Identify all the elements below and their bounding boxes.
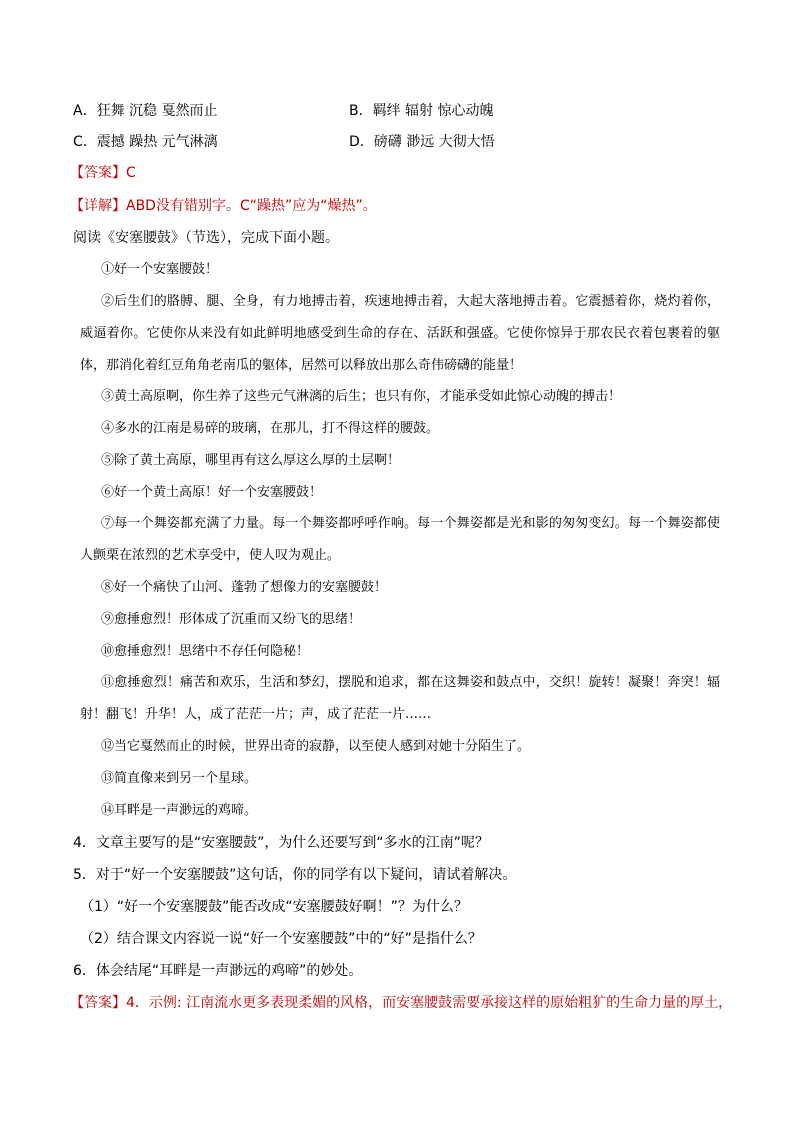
options-row-1 [73,101,753,121]
answer-2-label: 【答案】 [70,995,126,1011]
passage-p12: ⑫当它戛然而止的时候，世界出奇的寂静，以至使人感到对她十分陌生了。 [101,739,531,754]
answer-label: 【答案】 [70,165,126,181]
question-6: 6．体会结尾“耳畔是一声渺远的鸡啼”的妙处。 [73,963,363,979]
passage-p10: ⑩愈捶愈烈！思绪中不存任何隐秘！ [101,644,310,659]
passage-p5: ⑤除了黄土高原，哪里再有这么厚这么厚的土层啊！ [101,453,401,468]
answer-1 [70,163,136,183]
passage-p13: ⑬简直像来到另一个星球。 [101,771,258,786]
passage-p4: ④多水的江南是易碎的玻璃，在那儿，打不得这样的腰鼓。 [101,421,440,436]
passage-p1: ①好一个安塞腰鼓！ [101,262,219,277]
passage-p3: ③黄土高原啊，你生养了这些元气淋漓的后生；也只有你，才能承受如此惊心动魄的搏击！ [101,389,622,404]
explanation-label: 【详解】 [70,198,126,214]
passage-p11: ⑪愈捶愈烈！痛苦和欢乐，生活和梦幻，摆脱和追求，都在这舞姿和鼓点中，交织！旋转！凝聚！奔突！辐射！翻飞！升华！人，成了茫茫一片；声，成了茫茫一片…… [80,675,720,722]
option-a: A．狂舞 沉稳 戛然而止 [73,103,218,119]
explanation-1 [70,196,377,216]
answer-value: C [126,165,136,181]
passage-p9: ⑨愈捶愈烈！形体成了沉重而又纷飞的思绪！ [101,612,362,627]
passage-p14: ⑭耳畔是一声渺远的鸡啼。 [101,803,258,818]
option-b: B．羁绊 辐射 惊心动魄 [349,103,494,119]
reading-intro: 阅读《安塞腰鼓》（节选），完成下面小题。 [73,230,339,246]
passage-p8: ⑧好一个痛快了山河、蓬勃了想像力的安塞腰鼓！ [101,580,388,595]
passage-p7: ⑦每一个舞姿都充满了力量。每一个舞姿都呼呼作响。每一个舞姿都是光和影的匆匆变幻。每一个舞姿都使人颤栗在浓烈的艺术享受中，使人叹为观止。 [80,516,720,563]
question-4: 4．文章主要写的是“安塞腰鼓”，为什么还要写到“多水的江南”呢？ [73,835,489,851]
passage-p6: ⑥好一个黄土高原！好一个安塞腰鼓！ [101,485,323,500]
answer-2-text: 4．示例: 江南流水更多表现柔媚的风格，而安塞腰鼓需要承接这样的原始粗犷的生命力量的厚土， [126,995,733,1011]
question-5-2: （2）结合课文内容说一说“好一个安塞腰鼓”中的“好”是指什么？ [80,931,482,947]
option-d: D．磅礴 渺远 大彻大悟 [349,134,495,150]
answer-2 [70,993,732,1013]
question-5-1: （1）“好一个安塞腰鼓”能否改成“安塞腰鼓好啊！”？为什么？ [80,899,468,915]
options-row-2 [73,132,753,152]
question-5: 5．对于“好一个安塞腰鼓”这句话，你的同学有以下疑问，请试着解决。 [73,867,517,883]
explanation-text: ABD没有错别字。C“躁热”应为“燥热”。 [126,198,377,214]
passage-p2: ②后生们的胳膊、腿、全身，有力地搏击着，疾速地搏击着，大起大落地搏击着。它震撼着你，烧灼着你，威逼着你。它使你从来没有如此鲜明地感受到生命的存在、活跃和强盛。它使你惊异于那农民衣着包裹着的躯体，那消化着红豆角角老南瓜的躯体，居然可以释放出那么奇伟磅礴的能量！ [80,294,720,373]
option-c: C．震撼 躁热 元气淋漓 [73,134,218,150]
